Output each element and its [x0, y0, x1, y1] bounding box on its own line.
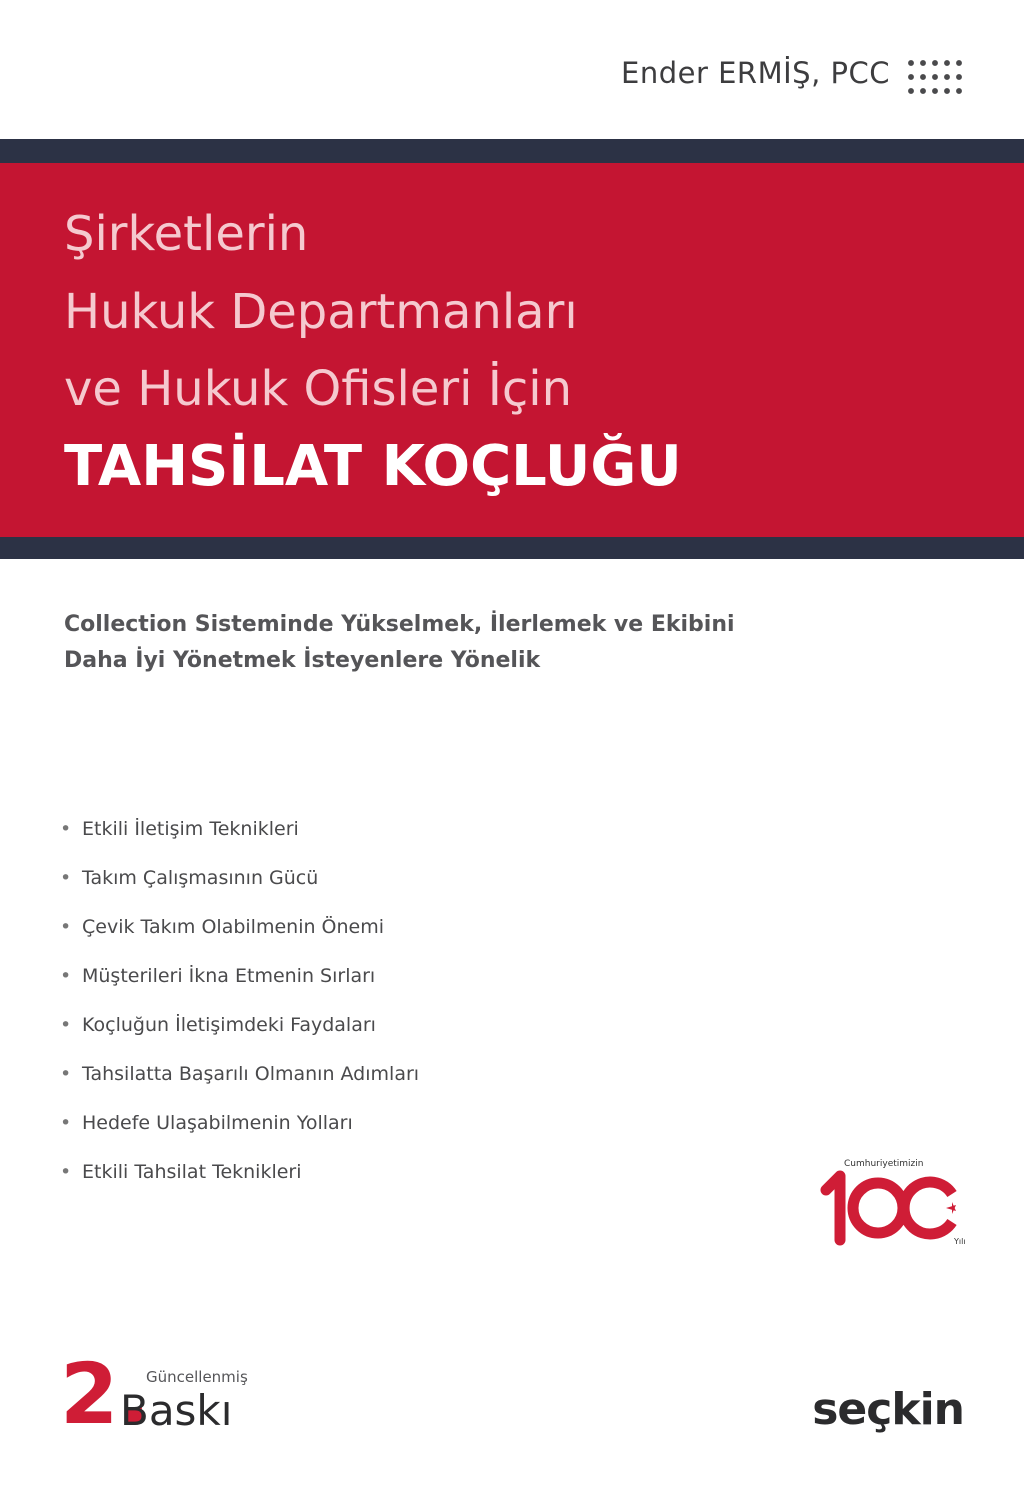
- emblem-digit-one: [826, 1176, 840, 1240]
- title-line-3: ve Hukuk Ofisleri İçin: [64, 361, 573, 417]
- subtitle-line-1: Collection Sisteminde Yükselmek, İlerlemek ve Ekibini: [64, 612, 735, 637]
- bullet-icon: •: [60, 916, 72, 938]
- emblem-suffix: Yılı: [954, 1237, 966, 1246]
- list-item: • Etkili Tahsilat Teknikleri: [60, 1161, 302, 1183]
- edition-number: 2.: [60, 1345, 151, 1443]
- dot-grid-icon: [905, 56, 967, 98]
- list-item: • Koçluğun İletişimdeki Faydaları: [60, 1014, 376, 1036]
- bullet-icon: •: [60, 867, 72, 889]
- subtitle-line-2: Daha İyi Yönetmek İsteyenlere Yönelik: [64, 648, 541, 673]
- list-item: • Etkili İletişim Teknikleri: [60, 818, 299, 840]
- centennial-emblem-icon: [818, 1156, 968, 1252]
- bottom-navy-stripe: [0, 537, 1024, 559]
- list-item: • Çevik Takım Olabilmenin Önemi: [60, 916, 385, 938]
- publisher-logo: seçkin: [812, 1384, 964, 1435]
- title-line-1: Şirketlerin: [64, 206, 309, 262]
- list-item: • Takım Çalışmasının Gücü: [60, 867, 319, 889]
- emblem-zero-one: [853, 1183, 903, 1233]
- edition-note: Güncellenmiş: [146, 1368, 248, 1386]
- edition-label: Baskı: [120, 1386, 233, 1435]
- author-name: Ender ERMİŞ, PCC: [621, 56, 890, 90]
- emblem-crescent: [904, 1182, 952, 1234]
- bullet-icon: •: [60, 818, 72, 840]
- list-item: • Tahsilatta Başarılı Olmanın Adımları: [60, 1063, 420, 1085]
- title-line-2: Hukuk Departmanları: [64, 284, 578, 340]
- bullet-icon: •: [60, 965, 72, 987]
- list-item: • Hedefe Ulaşabilmenin Yolları: [60, 1112, 353, 1134]
- bullet-icon: •: [60, 1161, 72, 1183]
- list-item: • Müşterileri İkna Etmenin Sırları: [60, 965, 376, 987]
- edition-block: [60, 1345, 260, 1448]
- emblem-star: [946, 1202, 956, 1214]
- top-navy-stripe: [0, 139, 1024, 163]
- emblem-label: Cumhuriyetimizin: [844, 1159, 924, 1169]
- bullet-icon: •: [60, 1014, 72, 1036]
- bullet-icon: •: [60, 1112, 72, 1134]
- topic-list: [60, 818, 419, 1210]
- book-title: TAHSİLAT KOÇLUĞU: [64, 434, 682, 499]
- bullet-icon: •: [60, 1063, 72, 1085]
